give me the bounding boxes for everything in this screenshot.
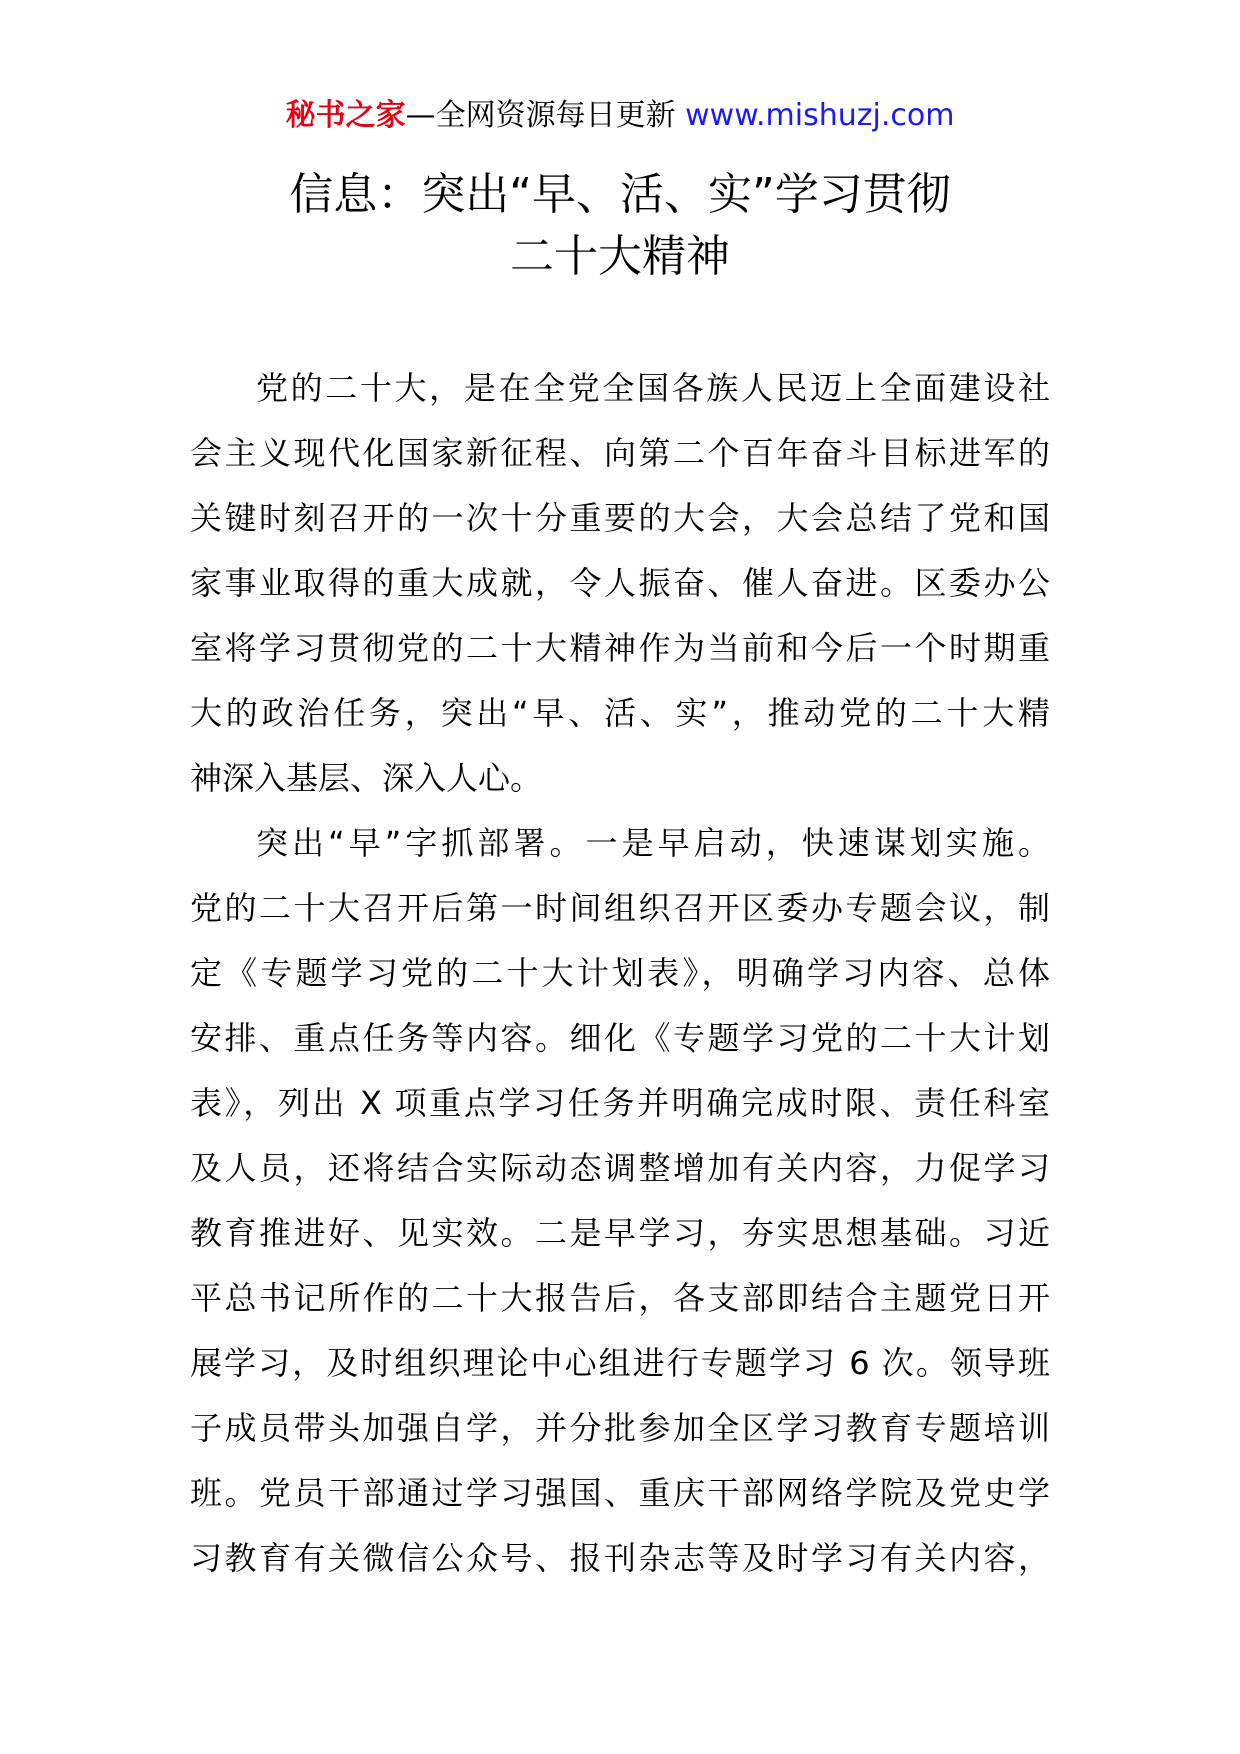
body-line: 子成员带头加强自学，并分批参加全区学习教育专题培训 [190, 1409, 1050, 1447]
document-title [0, 164, 1240, 288]
body-line: 班。党员干部通过学习强国、重庆干部网络学院及党史学 [190, 1474, 1050, 1512]
body-line: 党的二十大召开后第一时间组织召开区委办专题会议，制 [190, 889, 1050, 927]
site-tagline: —全网资源每日更新 [405, 98, 686, 133]
title-line-2: 二十大精神 [510, 231, 730, 282]
body-line: 突出“早”字抓部署。一是早启动，快速谋划实施。 [256, 824, 1050, 862]
body-line: 关键时刻召开的一次十分重要的大会，大会总结了党和国 [190, 499, 1050, 537]
body-line: 党的二十大，是在全党全国各族人民迈上全面建设社 [256, 369, 1050, 407]
body-line: 大的政治任务，突出“早、活、实”，推动党的二十大精 [190, 694, 1050, 732]
site-brand: 秘书之家 [285, 98, 406, 133]
body-line: 教育推进好、见实效。二是早学习，夯实思想基础。习近 [190, 1214, 1050, 1252]
body-line: 会主义现代化国家新征程、向第二个百年奋斗目标进军的 [190, 434, 1050, 472]
body-line: 定《专题学习党的二十大计划表》，明确学习内容、总体 [190, 954, 1050, 992]
body-line: 习教育有关微信公众号、报刊杂志等及时学习有关内容， [190, 1539, 1050, 1577]
site-header [0, 96, 1240, 136]
body-line: 及人员，还将结合实际动态调整增加有关内容，力促学习 [190, 1149, 1050, 1187]
title-line-1: 信息：突出“早、活、实”学习贯彻 [289, 169, 951, 220]
body-line: 平总书记所作的二十大报告后，各支部即结合主题党日开 [190, 1279, 1050, 1317]
body-line: 家事业取得的重大成就，令人振奋、催人奋进。区委办公 [190, 564, 1050, 602]
body-line: 神深入基层、深入人心。 [190, 759, 543, 797]
body-line: 展学习，及时组织理论中心组进行专题学习 6 次。领导班 [190, 1344, 1050, 1382]
document-body [190, 356, 1050, 1591]
body-line: 安排、重点任务等内容。细化《专题学习党的二十大计划 [190, 1019, 1050, 1057]
site-url-link[interactable]: www.mishuzj.com [685, 98, 955, 133]
body-line: 室将学习贯彻党的二十大精神作为当前和今后一个时期重 [190, 629, 1050, 667]
body-line: 表》，列出 X 项重点学习任务并明确完成时限、责任科室 [190, 1084, 1050, 1122]
